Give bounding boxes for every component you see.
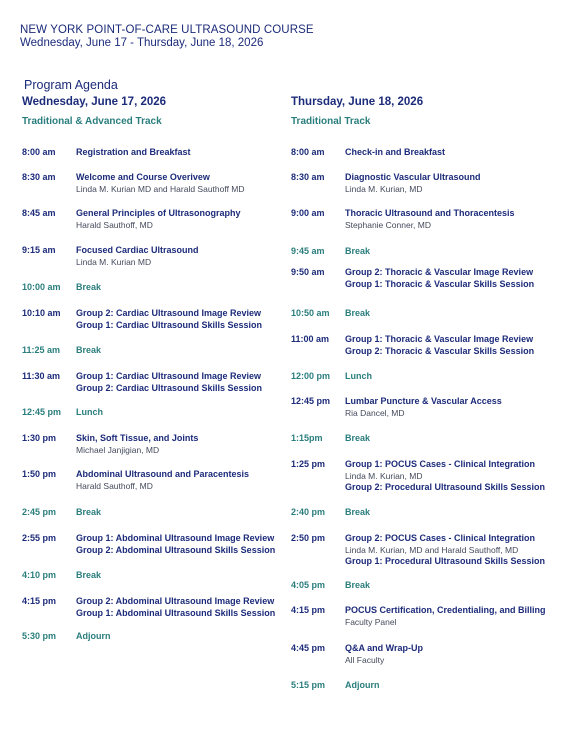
track-heading: Traditional & Advanced Track — [22, 116, 162, 127]
agenda-time: 9:45 am — [291, 246, 325, 256]
agenda-details — [345, 533, 555, 568]
agenda-speaker: Linda M. Kurian, MD and Harald Sauthoff, MD — [345, 544, 519, 555]
agenda-details — [345, 433, 555, 445]
agenda-details — [76, 172, 286, 195]
agenda-session-title: Check-in and Breakfast — [345, 147, 446, 157]
agenda-session-title: Group 2: Thoracic & Vascular Image Review — [345, 267, 534, 277]
agenda-session-title: Lunch — [76, 407, 103, 417]
agenda-details — [76, 533, 286, 556]
agenda-session-title: Group 2: Procedural Ultrasound Skills Session — [345, 482, 546, 492]
agenda-time: 8:30 am — [22, 172, 56, 182]
agenda-time: 12:45 pm — [291, 396, 331, 406]
agenda-time: 8:45 am — [22, 208, 56, 218]
agenda-session-title: General Principles of Ultrasonography — [76, 208, 241, 218]
agenda-details — [345, 371, 555, 383]
agenda-session-title: Group 2: Cardiac Ultrasound Image Review — [76, 308, 262, 318]
agenda-time: 5:15 pm — [291, 680, 326, 690]
agenda-session-title: Group 1: Abdominal Ultrasound Image Review — [76, 533, 275, 543]
agenda-speaker: Harald Sauthoff, MD — [76, 480, 153, 491]
agenda-speaker: All Faculty — [345, 654, 385, 665]
agenda-session-title: Break — [345, 433, 371, 443]
agenda-details — [345, 147, 555, 159]
agenda-details — [76, 507, 286, 519]
agenda-speaker: Michael Janjigian, MD — [76, 444, 160, 455]
agenda-time: 11:30 am — [22, 371, 61, 381]
agenda-session-title: Skin, Soft Tissue, and Joints — [76, 433, 199, 443]
agenda-time: 4:45 pm — [291, 643, 326, 653]
agenda-session-title: Group 2: Thoracic & Vascular Skills Session — [345, 345, 535, 356]
agenda-details — [345, 605, 555, 628]
agenda-details — [76, 631, 286, 643]
agenda-speaker: Stephanie Conner, MD — [345, 219, 431, 230]
agenda-session-title: Break — [345, 246, 371, 256]
agenda-time: 12:45 pm — [22, 407, 62, 417]
agenda-time: 2:55 pm — [22, 533, 57, 543]
agenda-session-title: Group 1: Thoracic & Vascular Skills Session — [345, 278, 535, 289]
agenda-session-title: Break — [76, 282, 102, 292]
agenda-speaker: Linda M. Kurian MD and Harald Sauthoff MD — [76, 183, 245, 194]
agenda-time: 1:15pm — [291, 433, 323, 443]
agenda-details — [76, 407, 286, 419]
agenda-details — [345, 308, 555, 320]
agenda-session-title: Break — [345, 580, 371, 590]
agenda-time: 5:30 pm — [22, 631, 57, 641]
agenda-time: 2:50 pm — [291, 533, 326, 543]
agenda-details — [76, 208, 286, 231]
agenda-session-title: Group 2: Abdominal Ultrasound Image Review — [76, 596, 275, 606]
agenda-session-title: Group 1: Thoracic & Vascular Image Review — [345, 334, 534, 344]
agenda-details — [345, 643, 555, 666]
course-title: NEW YORK POINT-OF-CARE ULTRASOUND COURSE — [20, 24, 314, 36]
agenda-speaker: Linda M. Kurian MD — [76, 256, 152, 267]
agenda-session-title: Break — [345, 507, 371, 517]
agenda-session-title: Thoracic Ultrasound and Thoracentesis — [345, 208, 515, 218]
agenda-time: 1:30 pm — [22, 433, 57, 443]
day-heading: Thursday, June 18, 2026 — [291, 96, 424, 108]
agenda-session-title: Adjourn — [345, 680, 380, 690]
agenda-speaker: Linda M. Kurian, MD — [345, 470, 423, 481]
agenda-speaker: Harald Sauthoff, MD — [76, 219, 153, 230]
agenda-session-title: Break — [76, 507, 102, 517]
agenda-session-title: Group 1: Procedural Ultrasound Skills Session — [345, 556, 546, 566]
agenda-session-title: Group 2: Cardiac Ultrasound Skills Session — [76, 382, 263, 393]
agenda-details — [76, 371, 286, 394]
agenda-time: 4:15 pm — [22, 596, 57, 606]
agenda-details — [345, 580, 555, 592]
agenda-time: 9:15 am — [22, 245, 56, 255]
agenda-session-title: Lunch — [345, 371, 372, 381]
agenda-session-title: Group 2: Abdominal Ultrasound Skills Session — [76, 544, 276, 555]
agenda-session-title: Abdominal Ultrasound and Paracentesis — [76, 469, 250, 479]
agenda-session-title: POCUS Certification, Credentialing, and Billing — [345, 605, 546, 615]
agenda-time: 4:05 pm — [291, 580, 326, 590]
agenda-details — [76, 345, 286, 357]
agenda-time: 4:15 pm — [291, 605, 326, 615]
track-heading: Traditional Track — [291, 116, 371, 127]
agenda-time: 10:00 am — [22, 282, 61, 292]
agenda-speaker: Ria Dancel, MD — [345, 407, 405, 418]
agenda-details — [345, 172, 555, 195]
agenda-session-title: Adjourn — [76, 631, 111, 641]
agenda-session-title: Lumbar Puncture & Vascular Access — [345, 396, 502, 406]
agenda-time: 1:25 pm — [291, 459, 326, 469]
agenda-details — [76, 570, 286, 582]
agenda-details — [345, 459, 555, 494]
agenda-session-title: Welcome and Course Overivew — [76, 172, 210, 182]
course-dates: Wednesday, June 17 - Thursday, June 18, 2026 — [20, 37, 264, 49]
agenda-details — [76, 282, 286, 294]
agenda-details — [76, 308, 286, 331]
agenda-time: 2:45 pm — [22, 507, 57, 517]
agenda-speaker: Faculty Panel — [345, 616, 397, 627]
agenda-time: 10:50 am — [291, 308, 330, 318]
agenda-session-title: Q&A and Wrap-Up — [345, 643, 423, 653]
agenda-details — [76, 469, 286, 492]
agenda-session-title: Group 1: Cardiac Ultrasound Skills Session — [76, 319, 263, 330]
agenda-session-title: Group 1: POCUS Cases - Clinical Integration — [345, 459, 536, 469]
agenda-time: 8:00 am — [22, 147, 56, 157]
agenda-speaker: Linda M. Kurian, MD — [345, 183, 423, 194]
agenda-time: 10:10 am — [22, 308, 61, 318]
agenda-session-title: Registration and Breakfast — [76, 147, 191, 157]
agenda-session-title: Diagnostic Vascular Ultrasound — [345, 172, 481, 182]
day-heading: Wednesday, June 17, 2026 — [22, 96, 167, 108]
agenda-time: 2:40 pm — [291, 507, 326, 517]
agenda-session-title: Group 2: POCUS Cases - Clinical Integration — [345, 533, 536, 543]
agenda-details — [345, 334, 555, 357]
agenda-time: 1:50 pm — [22, 469, 57, 479]
agenda-details — [76, 147, 286, 159]
agenda-session-title: Group 1: Abdominal Ultrasound Skills Session — [76, 607, 276, 618]
agenda-title: Program Agenda — [24, 78, 118, 92]
agenda-time: 12:00 pm — [291, 371, 331, 381]
agenda-details — [76, 433, 286, 456]
agenda-time: 8:30 am — [291, 172, 325, 182]
agenda-details — [345, 507, 555, 519]
agenda-time: 8:00 am — [291, 147, 325, 157]
agenda-time: 9:50 am — [291, 267, 325, 277]
agenda-details — [345, 208, 555, 231]
agenda-details — [345, 267, 555, 290]
agenda-session-title: Break — [345, 308, 371, 318]
agenda-details — [345, 680, 555, 692]
agenda-time: 4:10 pm — [22, 570, 57, 580]
agenda-details — [345, 246, 555, 258]
agenda-session-title: Break — [76, 570, 102, 580]
agenda-session-title: Break — [76, 345, 102, 355]
agenda-time: 11:25 am — [22, 345, 61, 355]
agenda-details — [76, 596, 286, 619]
agenda-details — [345, 396, 555, 419]
agenda-time: 11:00 am — [291, 334, 330, 344]
agenda-session-title: Group 1: Cardiac Ultrasound Image Review — [76, 371, 262, 381]
agenda-time: 9:00 am — [291, 208, 325, 218]
agenda-session-title: Focused Cardiac Ultrasound — [76, 245, 199, 255]
agenda-details — [76, 245, 286, 268]
